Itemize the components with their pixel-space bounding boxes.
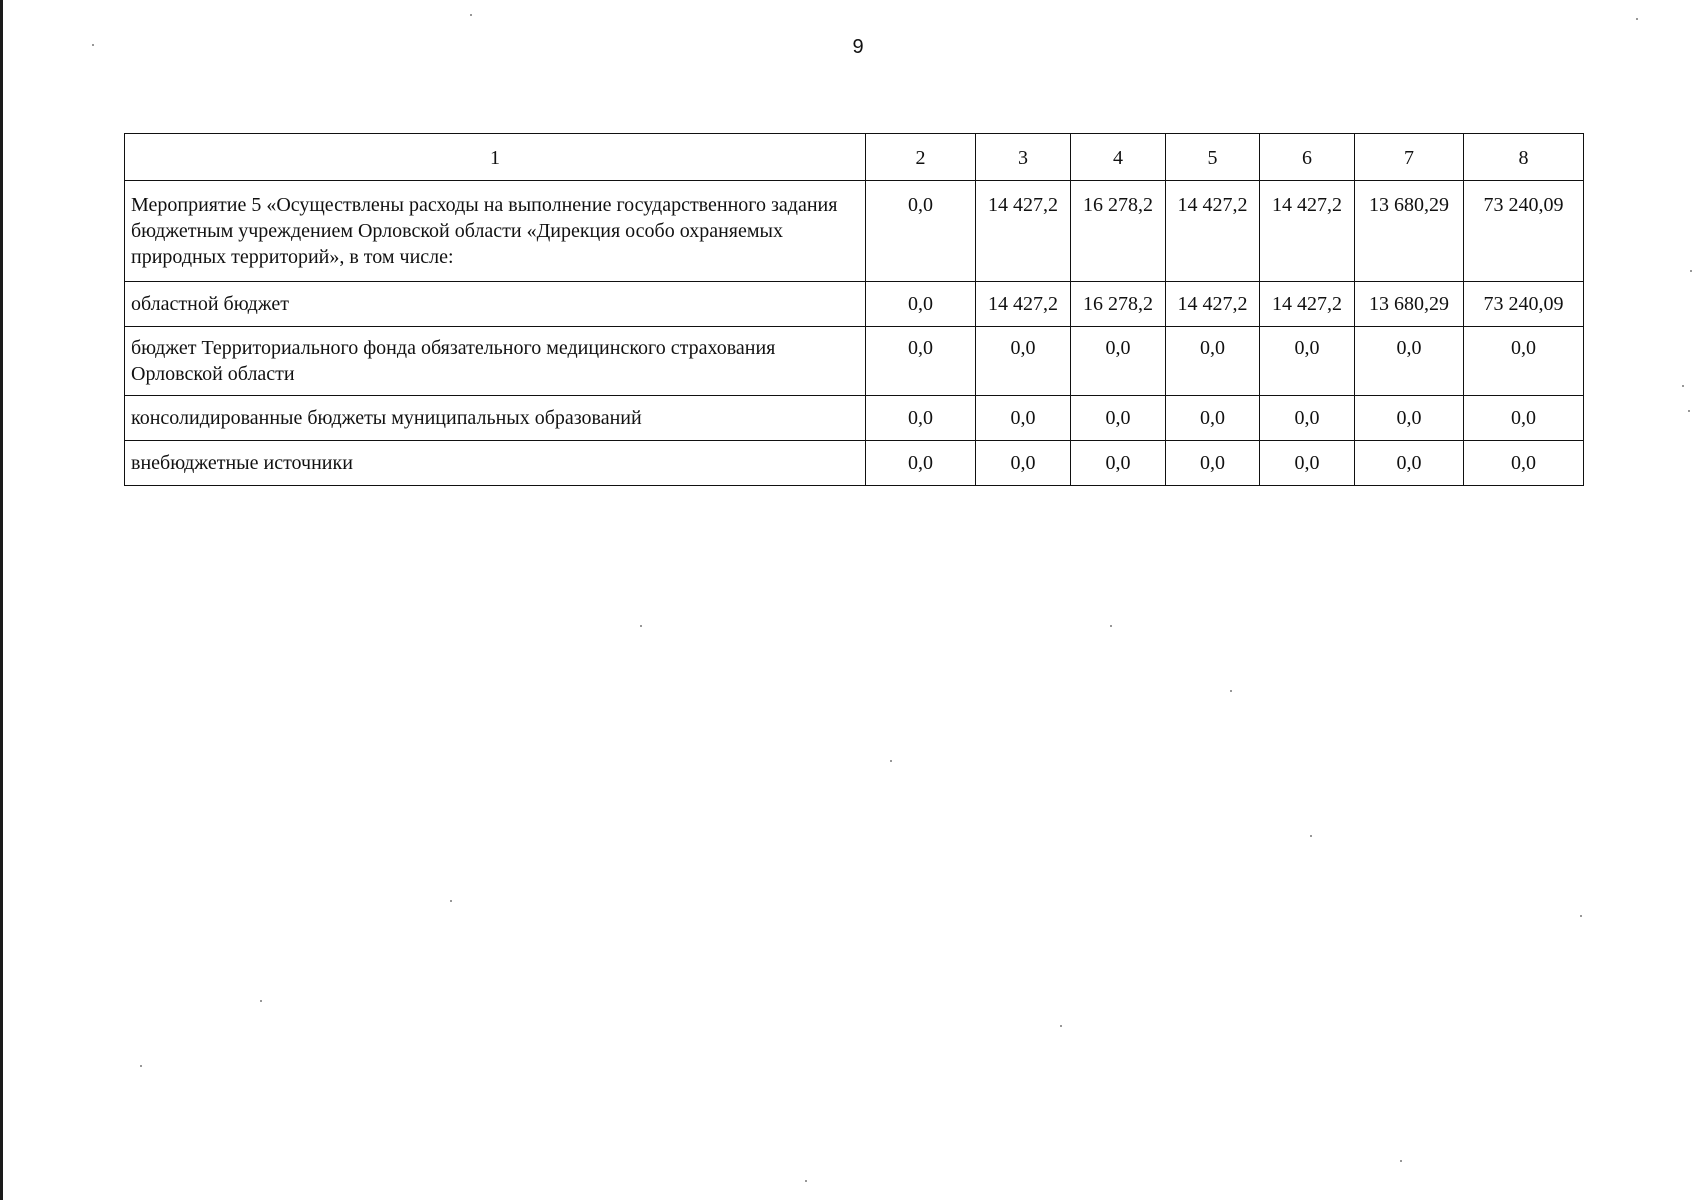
table-row: [125, 396, 1584, 441]
table-cell: 0,0: [1355, 441, 1464, 486]
column-header: 5: [1166, 134, 1260, 181]
table-cell: 73 240,09: [1464, 282, 1584, 327]
table-cell: 13 680,29: [1355, 181, 1464, 282]
table-cell: 0,0: [866, 396, 976, 441]
table-cell: 0,0: [976, 396, 1071, 441]
table-header-row: [125, 134, 1584, 181]
table-row: [125, 327, 1584, 396]
row-label: Мероприятие 5 «Осуществлены расходы на выполнение государственного задания бюджетным учреждением Орловской области «Дирекция особо охраняемых природных территорий», в том числе:: [125, 181, 866, 282]
table-cell: 14 427,2: [1166, 181, 1260, 282]
column-header: 4: [1071, 134, 1166, 181]
table-cell: 13 680,29: [1355, 282, 1464, 327]
table-cell: 0,0: [1260, 441, 1355, 486]
row-label: бюджет Территориального фонда обязательного медицинского страхования Орловской области: [125, 327, 866, 396]
table-cell: 0,0: [1464, 441, 1584, 486]
table-cell: 0,0: [1166, 396, 1260, 441]
table-cell: 14 427,2: [976, 282, 1071, 327]
table-row: [125, 181, 1584, 282]
table-cell: 0,0: [866, 181, 976, 282]
table-cell: 14 427,2: [1260, 282, 1355, 327]
table-cell: 0,0: [976, 441, 1071, 486]
table-cell: 0,0: [866, 282, 976, 327]
table-cell: 73 240,09: [1464, 181, 1584, 282]
column-header: 3: [976, 134, 1071, 181]
row-label: областной бюджет: [125, 282, 866, 327]
table-cell: 0,0: [1071, 327, 1166, 396]
table-cell: 0,0: [1166, 441, 1260, 486]
table-cell: 0,0: [866, 441, 976, 486]
column-header: 8: [1464, 134, 1584, 181]
table-cell: 14 427,2: [1260, 181, 1355, 282]
table-cell: 0,0: [1355, 396, 1464, 441]
table-cell: 0,0: [866, 327, 976, 396]
page-edge: [0, 0, 3, 1200]
table-cell: 0,0: [1166, 327, 1260, 396]
page-number: 9: [852, 36, 864, 58]
table-row: [125, 282, 1584, 327]
budget-table: [124, 133, 1584, 486]
table-cell: 0,0: [1464, 396, 1584, 441]
column-header: 1: [125, 134, 866, 181]
table-cell: 0,0: [1260, 327, 1355, 396]
table-cell: 0,0: [1071, 441, 1166, 486]
row-label: внебюджетные источники: [125, 441, 866, 486]
table-cell: 0,0: [1355, 327, 1464, 396]
column-header: 7: [1355, 134, 1464, 181]
table-cell: 0,0: [1260, 396, 1355, 441]
table-cell: 0,0: [1071, 396, 1166, 441]
column-header: 2: [866, 134, 976, 181]
table-cell: 16 278,2: [1071, 181, 1166, 282]
column-header: 6: [1260, 134, 1355, 181]
table-cell: 14 427,2: [1166, 282, 1260, 327]
table-row: [125, 441, 1584, 486]
row-label: консолидированные бюджеты муниципальных образований: [125, 396, 866, 441]
table-cell: 0,0: [1464, 327, 1584, 396]
table-cell: 14 427,2: [976, 181, 1071, 282]
table-cell: 16 278,2: [1071, 282, 1166, 327]
table-cell: 0,0: [976, 327, 1071, 396]
